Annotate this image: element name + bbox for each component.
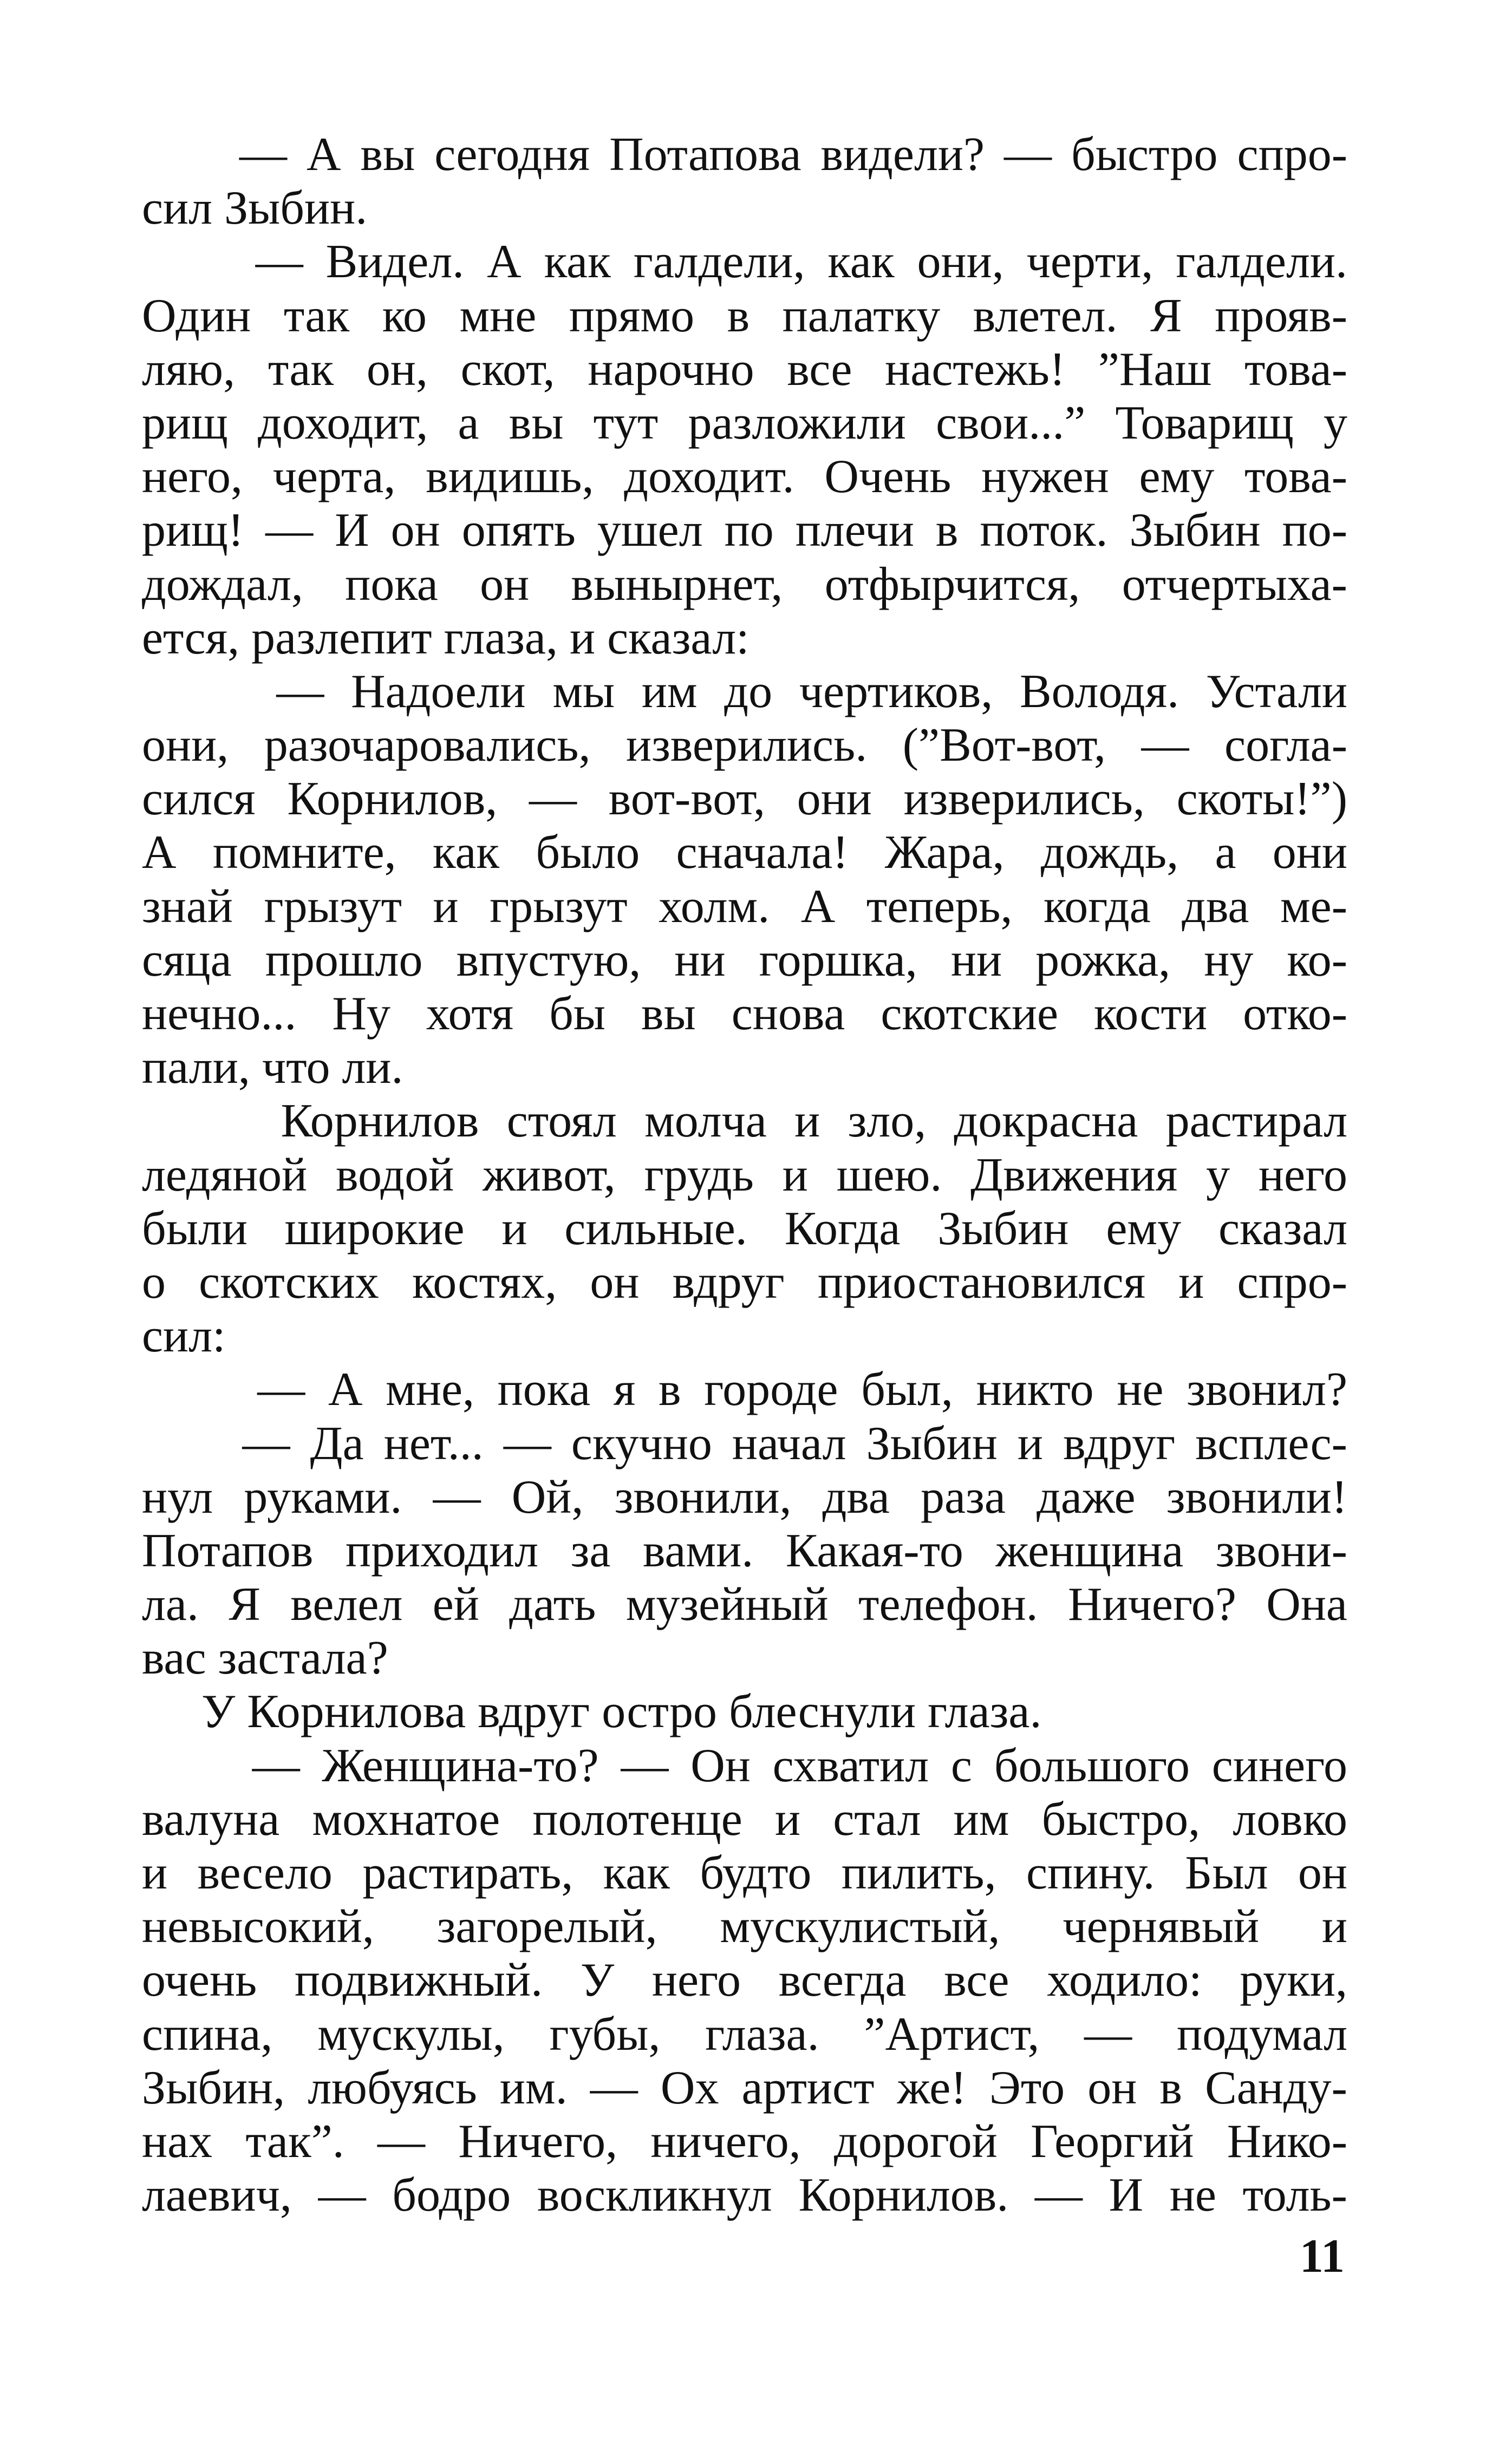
text-line: были широкие и сильные. Когда Зыбин ему сказал xyxy=(142,1202,1347,1255)
text-line: — А мне, пока я в городе был, никто не звонил? xyxy=(142,1363,1347,1416)
text-line: знай грызут и грызут холм. А теперь, когда два ме- xyxy=(142,880,1347,933)
text-line: дождал, пока он вынырнет, отфырчится, отчертыха- xyxy=(142,558,1347,611)
text-line: ла. Я велел ей дать музейный телефон. Ничего? Она xyxy=(142,1578,1347,1631)
text-line: рищ! — И он опять ушел по плечи в поток. Зыбин по- xyxy=(142,504,1347,557)
text-line: него, черта, видишь, доходит. Очень нужен ему това- xyxy=(142,450,1347,504)
text-line: и весело растирать, как будто пилить, спину. Был он xyxy=(142,1847,1347,1899)
text-line: невысокий, загорелый, мускулистый, чернявый и xyxy=(142,1900,1347,1953)
body-text xyxy=(142,128,1347,2222)
text-line: валуна мохнатое полотенце и стал им быстро, ловко xyxy=(142,1793,1347,1846)
text-line: лаевич, — бодро воскликнул Корнилов. — И не толь- xyxy=(142,2169,1347,2222)
text-line: нах так”. — Ничего, ничего, дорогой Георгий Нико- xyxy=(142,2115,1347,2168)
text-line: ляю, так он, скот, нарочно все настежь! ”Наш това- xyxy=(142,343,1347,396)
page-number: 11 xyxy=(1299,2230,1345,2283)
text-line: — Видел. А как галдели, как они, черти, галдели. xyxy=(142,236,1347,289)
text-line: сил: xyxy=(142,1310,226,1363)
text-line: Корнилов стоял молча и зло, докрасна растирал xyxy=(142,1095,1347,1148)
text-line: — Да нет... — скучно начал Зыбин и вдруг всплес- xyxy=(142,1417,1347,1470)
text-line: У Корнилова вдруг остро блеснули глаза. xyxy=(142,1685,1042,1738)
text-line: — А вы сегодня Потапова видели? — быстро спро- xyxy=(142,128,1347,181)
text-line: о скотских костях, он вдруг приостановился и спро- xyxy=(142,1256,1347,1309)
text-line: сяца прошло впустую, ни горшка, ни рожка, ну ко- xyxy=(142,933,1347,986)
text-line: ется, разлепит глаза, и сказал: xyxy=(142,611,749,664)
text-line: А помните, как было сначала! Жара, дождь, а они xyxy=(142,826,1347,879)
text-line: — Надоели мы им до чертиков, Володя. Устали xyxy=(142,665,1347,718)
text-line: сился Корнилов, — вот-вот, они изверились, скоты!”) xyxy=(142,773,1347,826)
text-line: ледяной водой живот, грудь и шею. Движения у него xyxy=(142,1148,1347,1201)
text-line: — Женщина-то? — Он схватил с большого синего xyxy=(142,1739,1347,1792)
text-line: Зыбин, любуясь им. — Ох артист же! Это он в Санду- xyxy=(142,2061,1347,2114)
text-line: Потапов приходил за вами. Какая-то женщина звони- xyxy=(142,1524,1347,1577)
text-line: вас застала? xyxy=(142,1632,388,1685)
text-line: рищ доходит, а вы тут разложили свои...” Товарищ у xyxy=(142,396,1347,449)
text-line: очень подвижный. У него всегда все ходило: руки, xyxy=(142,1954,1347,2007)
text-line: сил Зыбин. xyxy=(142,182,368,235)
text-line: нечно... Ну хотя бы вы снова скотские кости отко- xyxy=(142,988,1347,1040)
text-line: спина, мускулы, губы, глаза. ”Артист, — подумал xyxy=(142,2008,1347,2061)
text-line: нул руками. — Ой, звонили, два раза даже звонили! xyxy=(142,1470,1347,1524)
text-line: они, разочаровались, изверились. (”Вот-вот, — согла- xyxy=(142,719,1347,772)
text-line: пали, что ли. xyxy=(142,1041,403,1094)
text-line: Один так ко мне прямо в палатку влетел. Я прояв- xyxy=(142,289,1347,342)
